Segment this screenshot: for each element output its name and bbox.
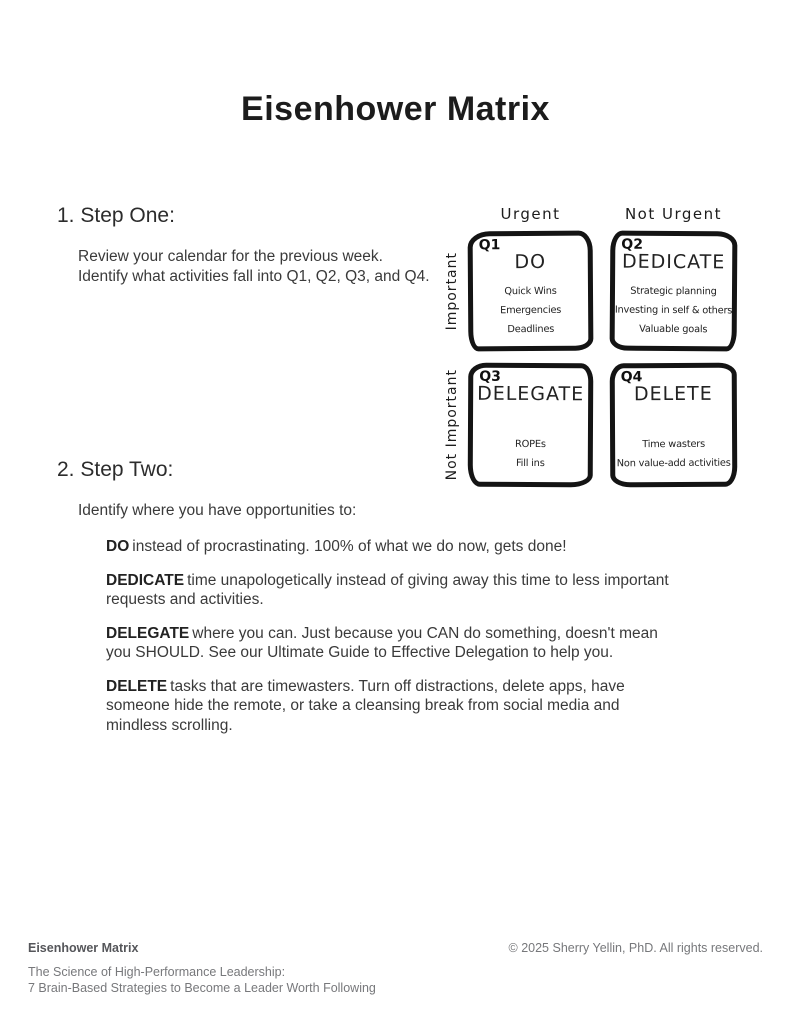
step-one-line1: Review your calendar for the previous week. (78, 248, 383, 265)
item-text: time unapologetically instead of giving away this time to less important requests and activities. (106, 571, 669, 608)
step-two-items (106, 537, 672, 749)
list-item: Investing in self & others (614, 304, 733, 317)
quadrant-q1-title: DO (514, 250, 547, 274)
list-item: Strategic planning (630, 285, 717, 298)
quadrant-q1-items (473, 282, 588, 340)
page-title: Eisenhower Matrix (241, 90, 550, 128)
quadrant-q1 (468, 231, 594, 352)
lead-word-delegate: DELEGATE (106, 624, 190, 642)
step-two-item-do (106, 537, 672, 557)
row-label-important: Important (444, 251, 460, 331)
lead-word-dedicate: DEDICATE (106, 571, 185, 589)
quadrant-q4-badge: Q4 (620, 369, 643, 386)
list-item: Emergencies (500, 304, 562, 317)
list-item: Fill ins (515, 457, 545, 470)
column-label-urgent: Urgent (500, 205, 561, 223)
step-two-item-dedicate (106, 571, 672, 610)
footer-left (28, 941, 376, 996)
item-text: instead of procrastinating. 100% of what we do now, gets done! (132, 538, 567, 555)
list-item: Time wasters (642, 438, 706, 451)
quadrant-q3-items (473, 435, 588, 474)
footer-subtitle (28, 964, 376, 996)
quadrant-q2-items (615, 282, 732, 340)
lead-word-do: DO (106, 538, 130, 555)
list-item: Quick Wins (504, 285, 557, 298)
quadrant-q3-badge: Q3 (479, 368, 501, 385)
quadrant-q2-badge: Q2 (621, 236, 644, 253)
footer-document-title: Eisenhower Matrix (28, 941, 139, 955)
lead-word-delete: DELETE (106, 677, 168, 695)
column-label-not-urgent: Not Urgent (624, 205, 723, 223)
quadrant-q2-title: DEDICATE (621, 250, 726, 274)
step-one-heading: 1. Step One: (57, 204, 175, 227)
list-item: ROPEs (514, 438, 546, 451)
footer-subtitle-line2: 7 Brain-Based Strategies to Become a Leader Worth Following (28, 981, 376, 995)
footer-copyright: © 2025 Sherry Yellin, PhD. All rights reserved. (508, 941, 763, 955)
quadrant-q3-title: DELEGATE (477, 382, 585, 406)
quadrant-q3 (468, 363, 594, 488)
step-two-heading: 2. Step Two: (57, 458, 174, 481)
item-text: where you can. Just because you CAN do something, doesn't mean you SHOULD. See our Ultimate Guide to Effective Delegation to help you. (106, 624, 658, 661)
step-two-item-delete (106, 677, 672, 736)
list-item: Valuable goals (639, 323, 708, 336)
step-one-body (78, 247, 438, 286)
step-two-intro: Identify where you have opportunities to: (78, 502, 357, 519)
step-one-line2: Identify what activities fall into Q1, Q2, Q3, and Q4. (78, 267, 430, 285)
quadrant-q4-title: DELETE (633, 382, 713, 406)
step-two-item-delegate (106, 624, 672, 663)
row-label-not-important: Not Important (444, 369, 460, 481)
item-text: tasks that are timewasters. Turn off distractions, delete apps, have someone hide the remote, or take a cleansing break from social media and mindless scrolling. (106, 677, 625, 734)
quadrant-q1-badge: Q1 (478, 237, 501, 254)
list-item: Non value-add activities (616, 457, 731, 470)
list-item: Deadlines (507, 323, 555, 336)
quadrant-q4-items (615, 435, 732, 474)
quadrant-q4 (610, 363, 738, 488)
footer-subtitle-line1: The Science of High-Performance Leadership: (28, 965, 286, 979)
quadrant-q2 (610, 231, 738, 352)
